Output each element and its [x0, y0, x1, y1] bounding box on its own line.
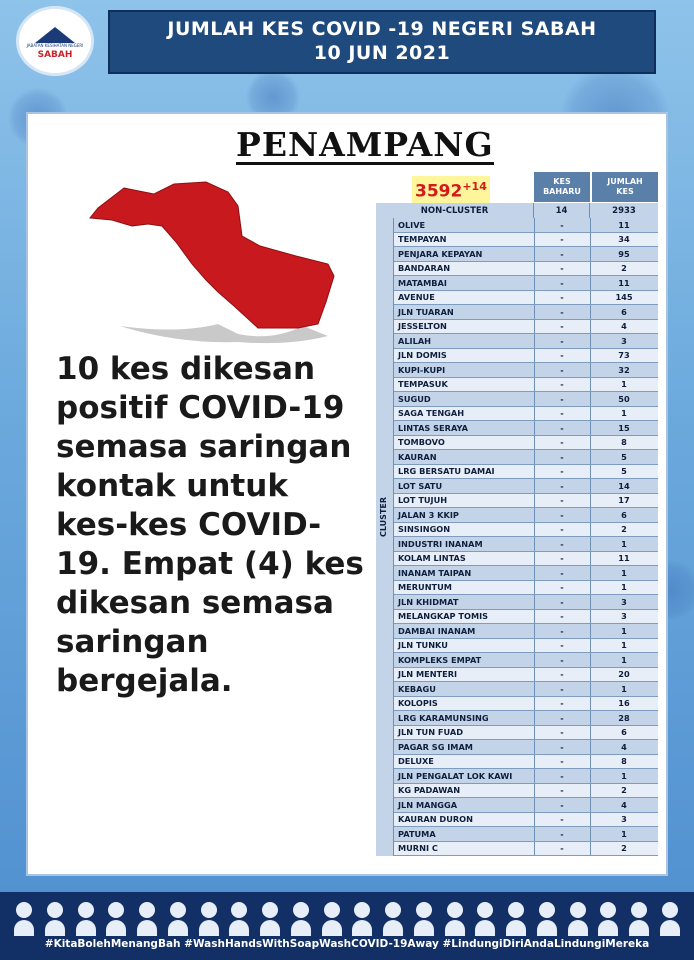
table-row — [394, 668, 658, 683]
cluster-new: - — [534, 334, 591, 348]
cluster-total: 4 — [621, 321, 627, 332]
cluster-total: 6 — [621, 306, 627, 317]
cluster-name: MERUNTUM — [398, 581, 535, 595]
cluster-total: 20 — [618, 669, 630, 680]
cluster-total: 8 — [621, 756, 627, 767]
table-row — [394, 305, 658, 320]
cluster-total: 1 — [621, 640, 627, 651]
table-row — [394, 407, 658, 422]
cluster-new: - — [534, 784, 591, 798]
frontliner-icon — [660, 902, 680, 936]
table-row — [394, 523, 658, 538]
col-header-new — [534, 172, 590, 202]
frontliner-icon — [352, 902, 372, 936]
cluster-total: 1 — [621, 538, 627, 549]
cluster-total: 34 — [618, 234, 630, 245]
frontliner-icon — [229, 902, 249, 936]
cluster-new: - — [534, 581, 591, 595]
cluster-total: 3 — [621, 596, 627, 607]
cluster-total: 2 — [621, 843, 627, 854]
cluster-name: LOT SATU — [398, 479, 535, 493]
frontliner-icon — [76, 902, 96, 936]
cluster-new: - — [534, 363, 591, 377]
cluster-new: - — [534, 827, 591, 841]
table-row — [394, 798, 658, 813]
district-title: PENAMPANG — [236, 125, 494, 164]
table-row — [394, 450, 658, 465]
col-header-total — [592, 172, 658, 202]
cluster-name: PAGAR SG IMAM — [398, 740, 535, 754]
cluster-name: JLN TUN FUAD — [398, 726, 535, 740]
cluster-name: KAURAN — [398, 450, 535, 464]
total-cases — [412, 176, 490, 203]
table-row — [394, 726, 658, 741]
cluster-new: - — [534, 479, 591, 493]
cluster-new: - — [534, 465, 591, 479]
cluster-new: - — [534, 378, 591, 392]
cluster-new: - — [534, 262, 591, 276]
non-cluster-total: 2933 — [612, 205, 636, 216]
table-row — [394, 755, 658, 770]
cluster-total: 145 — [615, 292, 633, 303]
cluster-total: 1 — [621, 770, 627, 781]
cluster-new: - — [534, 450, 591, 464]
cluster-new: - — [534, 697, 591, 711]
cluster-total: 1 — [621, 828, 627, 839]
non-cluster-row — [376, 203, 658, 218]
cluster-name: TEMPAYAN — [398, 233, 535, 247]
cluster-new: - — [534, 276, 591, 290]
cluster-new: - — [534, 740, 591, 754]
cluster-total: 1 — [621, 654, 627, 665]
cluster-total: 5 — [621, 466, 627, 477]
cluster-name: PATUMA — [398, 827, 535, 841]
cluster-new: - — [534, 523, 591, 537]
cluster-name: JLN PENGALAT LOK KAWI — [398, 769, 535, 783]
table-row — [394, 813, 658, 828]
page-header — [108, 10, 656, 74]
cluster-new: - — [534, 247, 591, 261]
cluster-new: - — [534, 508, 591, 522]
non-cluster-label: NON-CLUSTER — [376, 203, 534, 218]
cluster-total: 1 — [621, 567, 627, 578]
cluster-new: - — [534, 813, 591, 827]
table-row — [394, 378, 658, 393]
non-cluster-new: 14 — [534, 203, 590, 218]
table-row — [394, 320, 658, 335]
cluster-name: JLN MANGGA — [398, 798, 535, 812]
logo-text: SABAH — [37, 49, 73, 60]
cluster-new: - — [534, 291, 591, 305]
district-map-icon — [88, 176, 348, 346]
cluster-name: DAMBAI INANAM — [398, 624, 535, 638]
cluster-name: JLN TUNKU — [398, 639, 535, 653]
cluster-total: 16 — [618, 698, 630, 709]
cluster-name: PENJARA KEPAYAN — [398, 247, 535, 261]
cluster-name: JLN DOMIS — [398, 349, 535, 363]
cluster-total: 3 — [621, 611, 627, 622]
cluster-name: KEBAGU — [398, 682, 535, 696]
table-row — [394, 552, 658, 567]
cluster-new: - — [534, 305, 591, 319]
frontliner-icon — [106, 902, 126, 936]
table-row — [394, 494, 658, 509]
table-row — [394, 436, 658, 451]
cluster-new: - — [534, 595, 591, 609]
logo-subtext: JABATAN KESIHATAN NEGERI — [26, 42, 84, 48]
cluster-total: 14 — [618, 480, 630, 491]
cluster-new: - — [534, 320, 591, 334]
table-row — [394, 653, 658, 668]
cluster-total: 1 — [621, 582, 627, 593]
table-row — [394, 218, 658, 233]
frontliner-icon — [168, 902, 188, 936]
cluster-name: JLN MENTERI — [398, 668, 535, 682]
cluster-total: 28 — [618, 712, 630, 723]
cluster-new: - — [534, 218, 591, 232]
table-row — [394, 639, 658, 654]
frontliner-icon — [475, 902, 495, 936]
cluster-name: ALILAH — [398, 334, 535, 348]
cluster-total: 95 — [618, 248, 630, 259]
cluster-new: - — [534, 610, 591, 624]
cluster-new: - — [534, 798, 591, 812]
cluster-new: - — [534, 436, 591, 450]
frontliner-icon — [598, 902, 618, 936]
cluster-total: 32 — [618, 364, 630, 375]
cluster-total: 11 — [618, 553, 630, 564]
frontliner-icon — [199, 902, 219, 936]
col-header-total-label: JUMLAH KES — [607, 177, 643, 196]
frontliner-icon — [568, 902, 588, 936]
cluster-total: 50 — [618, 393, 630, 404]
cluster-name: MELANGKAP TOMIS — [398, 610, 535, 624]
cluster-new: - — [534, 566, 591, 580]
cluster-name: LOT TUJUH — [398, 494, 535, 508]
cluster-total: 1 — [621, 683, 627, 694]
table-row — [394, 291, 658, 306]
frontliner-icon — [445, 902, 465, 936]
cluster-label: CLUSTER — [379, 496, 388, 537]
cluster-total: 6 — [621, 727, 627, 738]
cluster-new: - — [534, 653, 591, 667]
table-row — [394, 262, 658, 277]
cluster-name: AVENUE — [398, 291, 535, 305]
cluster-name: DELUXE — [398, 755, 535, 769]
table-row — [394, 624, 658, 639]
cluster-name: SUGUD — [398, 392, 535, 406]
table-row — [394, 610, 658, 625]
cluster-total: 8 — [621, 437, 627, 448]
table-row — [394, 827, 658, 842]
cluster-name: SINSINGON — [398, 523, 535, 537]
cluster-new: - — [534, 233, 591, 247]
frontliner-icon — [14, 902, 34, 936]
total-increment: +14 — [462, 180, 487, 193]
cluster-new: - — [534, 552, 591, 566]
cluster-new: - — [534, 537, 591, 551]
cluster-name: INANAM TAIPAN — [398, 566, 535, 580]
cluster-total: 73 — [618, 350, 630, 361]
cluster-name: INDUSTRI INANAM — [398, 537, 535, 551]
cluster-total: 11 — [618, 277, 630, 288]
cluster-new: - — [534, 392, 591, 406]
table-row — [394, 842, 658, 857]
cluster-total: 3 — [621, 335, 627, 346]
table-row — [394, 784, 658, 799]
table-row — [394, 697, 658, 712]
table-row — [394, 363, 658, 378]
table-row — [394, 740, 658, 755]
table-row — [394, 247, 658, 262]
header-date: 10 JUN 2021 — [313, 42, 451, 64]
cluster-total: 11 — [618, 219, 630, 230]
cluster-name: BANDARAN — [398, 262, 535, 276]
cluster-total: 4 — [621, 741, 627, 752]
table-row — [394, 537, 658, 552]
cluster-total: 15 — [618, 422, 630, 433]
cluster-new: - — [534, 726, 591, 740]
cluster-name: LRG KARAMUNSING — [398, 711, 535, 725]
cluster-name: KUPI-KUPI — [398, 363, 535, 377]
mountain-icon — [35, 27, 75, 43]
cluster-name: JLN TUARAN — [398, 305, 535, 319]
cluster-name: KG PADAWAN — [398, 784, 535, 798]
frontliner-icon — [537, 902, 557, 936]
cluster-new: - — [534, 407, 591, 421]
table-row — [394, 508, 658, 523]
cluster-total: 17 — [618, 495, 630, 506]
cluster-name: LRG BERSATU DAMAI — [398, 465, 535, 479]
footer-hashtags: #KitaBolehMenangBah #WashHandsWithSoapWashCOVID-19Away #LindungiDiriAndaLindungiMereka — [44, 938, 650, 950]
cluster-total: 1 — [621, 408, 627, 419]
frontliner-icons — [14, 896, 680, 936]
cluster-new: - — [534, 421, 591, 435]
cluster-name: SAGA TENGAH — [398, 407, 535, 421]
frontliner-icon — [629, 902, 649, 936]
table-row — [394, 233, 658, 248]
cluster-name: JLN KHIDMAT — [398, 595, 535, 609]
cluster-name: JESSELTON — [398, 320, 535, 334]
table-row — [394, 711, 658, 726]
frontliner-icon — [260, 902, 280, 936]
cluster-name: KOMPLEKS EMPAT — [398, 653, 535, 667]
cluster-total: 5 — [621, 451, 627, 462]
table-row — [394, 392, 658, 407]
table-row — [394, 595, 658, 610]
cluster-total: 6 — [621, 509, 627, 520]
table-row — [394, 479, 658, 494]
cluster-total: 1 — [621, 625, 627, 636]
header-title: JUMLAH KES COVID -19 NEGERI SABAH — [167, 18, 597, 40]
cluster-table — [394, 218, 658, 856]
frontliner-icon — [322, 902, 342, 936]
table-row — [394, 421, 658, 436]
cluster-name: LINTAS SERAYA — [398, 421, 535, 435]
cluster-new: - — [534, 494, 591, 508]
col-header-new-label: KES BAHARU — [543, 177, 581, 196]
table-row — [394, 581, 658, 596]
cluster-new: - — [534, 349, 591, 363]
total-value: 3592 — [415, 181, 463, 202]
cluster-name: KAURAN DURON — [398, 813, 535, 827]
cluster-name: MURNI C — [398, 842, 535, 856]
cluster-total: 1 — [621, 379, 627, 390]
cluster-new: - — [534, 711, 591, 725]
frontliner-icon — [137, 902, 157, 936]
cluster-total: 2 — [621, 785, 627, 796]
cluster-total: 4 — [621, 799, 627, 810]
table-row — [394, 349, 658, 364]
cluster-name: KOLOPIS — [398, 697, 535, 711]
table-row — [394, 682, 658, 697]
cluster-name: TOMBOVO — [398, 436, 535, 450]
sabah-health-logo — [16, 6, 94, 76]
frontliner-icon — [414, 902, 434, 936]
cluster-new: - — [534, 639, 591, 653]
cluster-new: - — [534, 769, 591, 783]
cluster-new: - — [534, 624, 591, 638]
table-row — [394, 334, 658, 349]
cluster-total: 2 — [621, 263, 627, 274]
cluster-side-column — [376, 218, 394, 856]
cluster-total: 2 — [621, 524, 627, 535]
cluster-total: 3 — [621, 814, 627, 825]
frontliner-icon — [506, 902, 526, 936]
case-description: 10 kes dikesan positif COVID-19 semasa saringan kontak untuk kes-kes COVID-19. Empat (4) kes dikesan semasa saringan bergejala. — [56, 351, 364, 699]
cluster-name: OLIVE — [398, 218, 535, 232]
cluster-name: KOLAM LINTAS — [398, 552, 535, 566]
frontliner-icon — [45, 902, 65, 936]
cluster-new: - — [534, 682, 591, 696]
cluster-name: TEMPASUK — [398, 378, 535, 392]
table-row — [394, 566, 658, 581]
frontliner-icon — [291, 902, 311, 936]
frontliner-icon — [383, 902, 403, 936]
table-row — [394, 276, 658, 291]
cluster-name: JALAN 3 KKIP — [398, 508, 535, 522]
table-row — [394, 465, 658, 480]
cluster-new: - — [534, 842, 591, 856]
footer-banner — [0, 892, 694, 960]
cluster-name: MATAMBAI — [398, 276, 535, 290]
cluster-new: - — [534, 755, 591, 769]
table-row — [394, 769, 658, 784]
cluster-new: - — [534, 668, 591, 682]
